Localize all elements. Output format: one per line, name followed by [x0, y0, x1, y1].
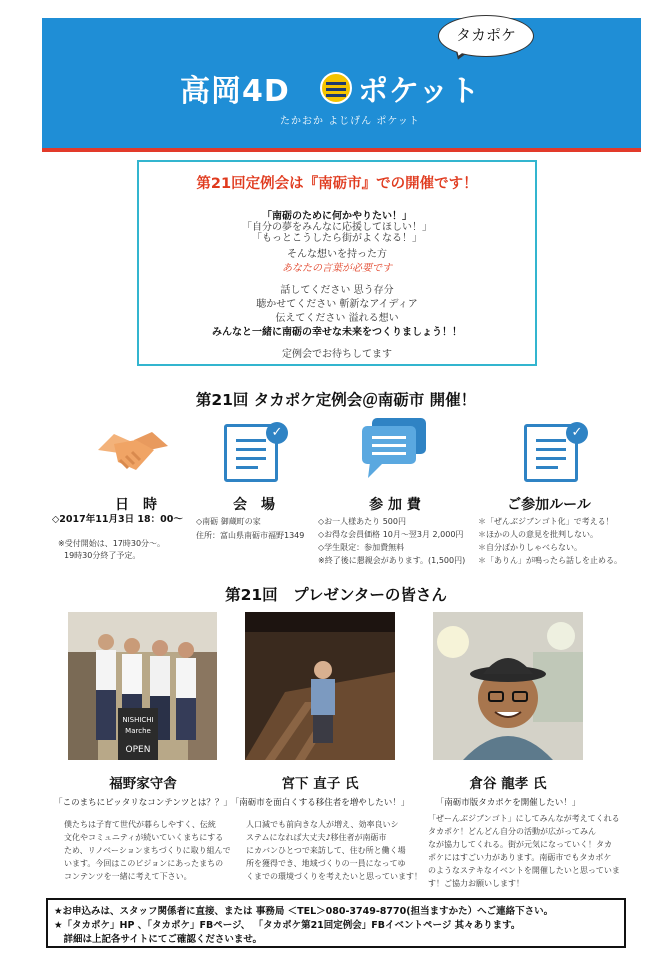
fee-line: ※終了後に懇親会があります。(1,500円)	[318, 556, 466, 565]
presenter-desc-line: ステムになれば大丈夫♪移住者が南砺市	[246, 833, 387, 842]
header-accent-line	[42, 148, 641, 152]
date-note: 19時30分終了予定。	[64, 551, 141, 560]
presenter-photo-man	[433, 612, 583, 760]
venue-line: ◇南砺 御蔵町の家	[196, 517, 261, 526]
message-line: 話してください 思う存分	[280, 285, 394, 296]
presenter-desc-line: 僕たちは子育て世代が暮らしやすく、伝統	[64, 820, 216, 829]
presenters-heading: 第21回 プレゼンターの皆さん	[225, 586, 447, 604]
logo-title-right: ポケット	[358, 74, 481, 109]
handshake-icon	[96, 420, 170, 480]
presenter-desc-line: 文化やコミュニティが続いていくまちにする	[64, 833, 224, 842]
presenter-photo-woman	[245, 612, 395, 760]
presenter-desc-line: ため、リノベーションまちづくりに取り組んで	[64, 846, 231, 855]
presenter-desc-line: 「ぜーんぶジブンゴト」にしてみんなが考えてくれる	[428, 814, 620, 823]
footer-line: ★「タカポケ」HP 、「タカポケ」FBページ、 「タカポケ第21回定例会」FBイベントページ 其々あります。	[54, 920, 521, 931]
presenter-desc-line: のようなステキなイベントを開催したいと思っていま	[428, 866, 620, 875]
message-line: みんなと一緒に南砺の幸せな未来をつくりましょう！！	[212, 327, 462, 338]
presenter-quote: 「南砺市版タカポケを開催したい！」	[435, 798, 581, 808]
presenter-desc-line: にカバンひとつで来訪して、住む所と働く場	[246, 846, 406, 855]
venue-line: 住所：富山県南砺市福野1349	[196, 531, 305, 540]
message-line: 「もっとこうしたら街がよくなる！」	[252, 233, 422, 244]
check-icon: ✓	[266, 422, 288, 444]
logo-title-left: 高岡4D	[180, 74, 290, 109]
presenter-quote: 「南砺市を面白くする移住者を増やしたい！」	[230, 798, 410, 808]
presenter-desc-line: ポケにはすごい力があります。南砺市でもタカポケ	[428, 853, 612, 862]
message-line: 伝えてください 溢れる想い	[275, 313, 399, 324]
message-line: 定例会でお待ちしてます	[282, 349, 392, 360]
rules-line: ＊自分ばかりしゃべらない。	[478, 543, 582, 552]
message-line: 「南砺のために何かやりたい！」	[262, 211, 412, 222]
sign-text: NISHICHI	[122, 716, 154, 724]
presenter-desc-line: タカポケ！どんどん自分の活動が広がってみん	[428, 827, 596, 836]
message-title: 第21回定例会は『南砺市』での開催です！	[196, 176, 478, 192]
footer-line: 詳細は上記各サイトにてご確認くださいませ。	[54, 934, 263, 945]
presenter-desc-line: います。今回はこのビジョンにあったまちの	[64, 859, 224, 868]
message-line: 聴かせてください 斬新なアイディア	[256, 299, 418, 310]
logo-subtitle: たかおか よじげん ポケット	[280, 116, 420, 127]
presenter-name: 福野家守舎	[109, 776, 177, 792]
check-icon: ✓	[566, 422, 588, 444]
presenter-desc-line: す！ご協力お願いします！	[428, 879, 524, 888]
rules-line: ＊「ぜんぶジブンゴト化」で考える！	[478, 517, 614, 526]
logo-ball-icon	[320, 72, 352, 104]
fee-line: ◇学生限定：参加費無料	[318, 543, 405, 552]
presenter-desc-line: なが協力してくれる。街が元気になっていく！タカ	[428, 840, 612, 849]
presenter-name: 倉谷 龍孝 氏	[469, 776, 547, 792]
sign-text: OPEN	[125, 745, 151, 755]
date-note: ※受付開始は、17時30分～。	[58, 539, 166, 548]
event-heading: 第21回 タカポケ定例会＠南砺市 開催！	[195, 391, 477, 409]
date-title: 日 時	[115, 497, 157, 513]
presenter-desc-line: コンテンツを一緒に考えて下さい。	[64, 872, 192, 881]
presenter-desc-line: 所を獲得でき、地域づくりの一員になってゆ	[246, 859, 406, 868]
chat-bubble-icon	[358, 416, 430, 482]
presenter-photo-group	[68, 612, 217, 760]
presenter-name: 宮下 直子 氏	[281, 776, 359, 792]
presenter-desc-line: くまでの環境づくりを考えたいと思っています！	[246, 872, 422, 881]
presenter-desc-line: 人口減でも前向きな人が増え、効率良いシ	[246, 820, 399, 829]
message-line: そんな想いを持った方	[287, 249, 387, 260]
fee-title: 参 加 費	[369, 497, 421, 513]
rules-line: ＊「ありん」が鳴ったら話しを止める。	[478, 556, 622, 565]
speech-bubble: タカポケ	[438, 15, 534, 57]
fee-line: ◇お得な会員価格 10月〜翌3月 2,000円	[318, 530, 464, 539]
message-line-highlight: あなたの言葉が必要です	[282, 263, 392, 274]
rules-line: ＊ほかの人の意見を批判しない。	[478, 530, 598, 539]
rules-title: ご参加ルール	[507, 497, 591, 513]
message-line: 「自分の夢をみんなに応援してほしい！」	[242, 222, 432, 233]
date-main: ◇2017年11月3日 18：00～	[52, 514, 183, 525]
footer-line: ★お申込みは、スタッフ関係者に直接、または 事務局 ＜TEL＞080-3749-8770(担当ますかた）へご連絡下さい。	[54, 906, 554, 917]
fee-line: ◇お一人様あたり 500円	[318, 517, 406, 526]
venue-title: 会 場	[233, 497, 275, 513]
presenter-quote: 「このまちにピッタリなコンテンツとは？？」	[54, 798, 232, 808]
sign-text: Marche	[125, 727, 151, 735]
